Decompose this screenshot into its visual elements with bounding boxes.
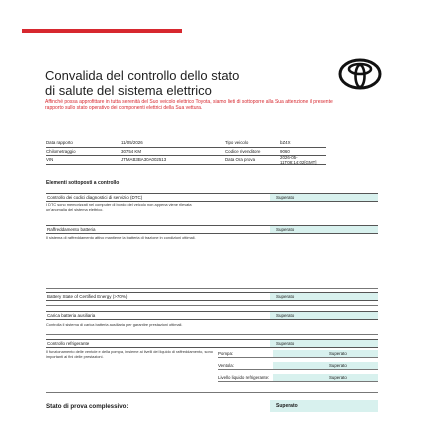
info-value: 9060 xyxy=(280,148,290,154)
check-row-aux-battery xyxy=(46,311,378,320)
info-key: VIN xyxy=(46,157,54,163)
sub-label: Ventola: xyxy=(218,363,234,368)
check-note: Il sistema di raffreddamento attivo mantiene la batteria di trazione in condizioni ottimali. xyxy=(46,235,196,240)
info-value: JTMAB3BA30A002513 xyxy=(121,157,167,163)
info-key: Codice rivenditore xyxy=(225,148,261,154)
overall-result xyxy=(46,400,378,412)
status-badge: Superato xyxy=(273,362,378,369)
page-title: Convalida del controllo dello stato di salute del sistema elettrico xyxy=(45,68,240,98)
divider xyxy=(46,305,378,306)
sub-label: Livello liquido refrigerante: xyxy=(218,375,270,380)
info-key: Chilometraggio xyxy=(46,148,76,154)
info-value: bZ4X xyxy=(280,140,291,146)
info-value: 2026-05-11T08:14:02[GMT] xyxy=(280,154,317,165)
check-label: Battery State of Certified Energy (>70%) xyxy=(47,294,128,299)
info-value: 30754 KM xyxy=(121,148,142,154)
status-badge: Superato xyxy=(270,340,378,347)
check-note: Controlla il sistema di carica batteria ausiliaria per garantire prestazioni ottimali. xyxy=(46,322,183,327)
check-label: Controllo dei codici diagnostici di servizio (DTC) xyxy=(47,195,143,200)
check-note: I DTC sono memorizzati nel computer di bordo del veicolo non appena viene rilevata un'anomalia del sistema elettrico. xyxy=(46,202,192,212)
check-note: Il funzionamento delle ventole e della pompa, insieme ai livelli del liquido di raffreddamento, sono importanti ai fini delle prestazioni. xyxy=(46,349,213,359)
status-badge: Superato xyxy=(270,312,378,319)
info-row xyxy=(46,156,326,165)
coolant-sub-row-pump xyxy=(218,350,378,358)
check-row-battery-soh xyxy=(46,292,378,301)
check-row-dtc xyxy=(46,193,378,202)
status-badge: Superato xyxy=(270,194,378,201)
status-badge: Superato xyxy=(273,350,378,357)
status-badge: Superato xyxy=(273,374,378,381)
check-label: Controllo refrigerante xyxy=(47,341,90,346)
info-row xyxy=(46,139,326,148)
coolant-sub-row-level xyxy=(218,374,378,382)
vehicle-info-table xyxy=(46,139,326,165)
info-key: Data Ora prova xyxy=(225,157,256,163)
info-value: 11/05/2026 xyxy=(121,140,143,146)
intro-text: Affinché possa approfittare in tutta serenità del Suo veicolo elettrico Toyota, siamo lieti di sottoporre alla Sua attenzione il presente rapporto sullo stato operativo dei componenti elettrici della Sua vettura. xyxy=(45,99,333,112)
info-key: Data rapporto xyxy=(46,140,73,146)
check-row-cooling xyxy=(46,225,378,234)
divider xyxy=(46,334,378,335)
divider xyxy=(46,392,378,393)
divider xyxy=(46,288,378,289)
check-row-coolant xyxy=(46,339,378,348)
status-badge: Superato xyxy=(270,226,378,233)
status-badge: Superato xyxy=(270,293,378,300)
sub-label: Pompa: xyxy=(218,351,234,356)
toyota-logo-icon xyxy=(338,58,382,90)
info-key: Tipo veicolo xyxy=(225,140,249,146)
check-label: Raffreddamento batteria xyxy=(47,227,96,232)
section-title: Elementi sottoposti a controllo xyxy=(46,180,120,186)
coolant-sub-row-fan xyxy=(218,362,378,370)
header-accent-bar xyxy=(22,29,182,33)
check-label: Carica batteria ausiliaria xyxy=(47,313,96,318)
overall-status-badge: Superato xyxy=(270,400,378,412)
overall-label: Stato di prova complessivo: xyxy=(46,402,129,410)
